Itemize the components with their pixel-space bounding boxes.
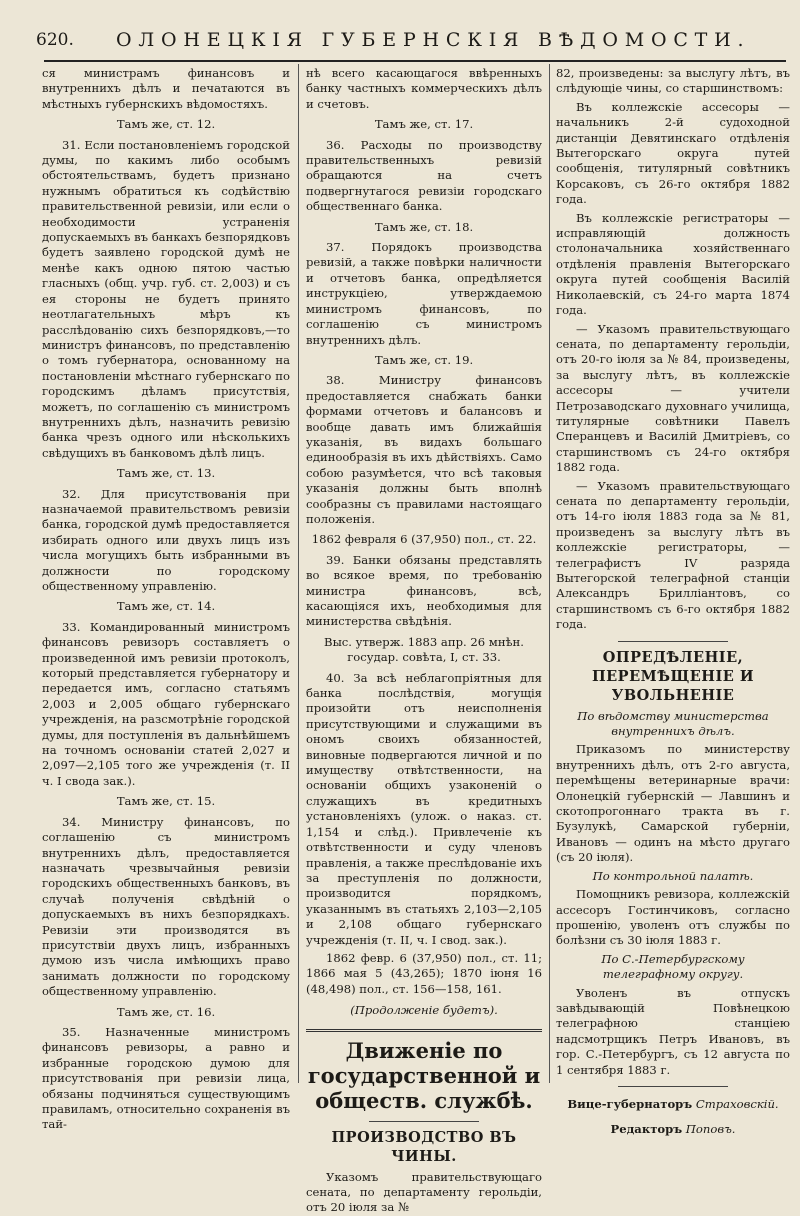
section-title: ОПРЕДѢЛЕНІЕ, ПЕРЕМѢЩЕНІЕ И УВОЛЬНЕНІЕ — [591, 648, 755, 704]
paragraph: Въ коллежскіе регистраторы — исправляющій должность столоначальника хозяйственнаго отдѣленія правленія Вытегорскаго округа путей сообщенія Василій Николаевскій, съ 24-го марта 1874 года. — [556, 210, 790, 318]
article-39: 39. Банки обязаны представлять во всякое время, по требованію министра финансовъ, всѣ, касающіяся ихъ, необходимыя для министерства свѣдѣнія. — [306, 552, 542, 629]
paragraph: 82, произведены: за выслугу лѣтъ, въ слѣдующіе чины, со старшинствомъ: — [556, 66, 790, 96]
article-37: 37. Порядокъ производства ревизій, а также повѣрки наличности и отчетовъ банка, опредѣляется инструкціею, утверждаемою министромъ финансовъ, по соглашенію съ министромъ внутреннихъ дѣлъ. — [306, 240, 542, 347]
reference-line: Тамъ же, ст. 18. — [374, 219, 474, 234]
paragraph: ся министрамъ финансовъ и внутреннихъ дѣлъ и печатаются въ мѣстныхъ губернскихъ вѣдомостяхъ. — [42, 66, 290, 111]
page-header — [36, 20, 788, 60]
reference-line: 1862 февраля 6 (37,950) пол., ст. 22. — [311, 532, 537, 547]
header-rule — [44, 60, 786, 62]
paragraph: Помощникъ ревизора, коллежскій ассесоръ Гостинчиковъ, согласно прошенію, уволенъ отъ службы по болѣзни съ 30 іюля 1883 г. — [556, 887, 790, 948]
subsection-title: По вѣдомству министерства внутреннихъ дѣлъ. — [577, 708, 769, 739]
column-left — [42, 66, 290, 1132]
article-33: 33. Командированный министромъ финансовъ ревизоръ составляетъ о произведенной имъ ревизіи протоколъ, который представляется губернатору и передается имъ, согласно статьямъ 2,003 и 2,005 общаго губернскаго учрежденія, на разсмотрѣніе городской думы, для поступленія въ дальнѣйшемъ на точномъ основаніи статей 2,027 и 2,097—2,105 того же учрежденія (т. II ч. I свода зак.). — [42, 619, 290, 788]
reference-line: 1862 февр. 6 (37,950) пол., ст. 11; 1866 мая 5 (43,265); 1870 іюня 16 (48,498) пол., ст. 156—158, 161. — [306, 950, 542, 996]
reference-line: Тамъ же, ст. 13. — [116, 466, 216, 481]
paragraph: Въ коллежскіе ассесоры — начальникъ 2-й судоходной дистанціи Девятинскаго отдѣленія Вытегорскаго округа путей сообщенія, титулярный совѣтникъ Корсаковъ, съ 26-го октября 1882 года. — [556, 99, 790, 207]
column-divider — [298, 64, 299, 1083]
section-rule — [306, 1029, 542, 1032]
paragraph: — Указомъ правительствующаго сената, по департаменту герольдіи, отъ 20-го іюля за № 84, произведены, за выслугу лѣтъ, въ коллежскіе ассесоры — учители Петрозаводскаго духовнаго училища, титулярные совѣтники Павелъ Сперанцевъ и Василій Дмитріевъ, со старшинствомъ съ 24-го октября 1882 года. — [556, 321, 790, 475]
page-number: 620. — [36, 30, 74, 50]
signature-name: Страховскій. — [695, 1096, 779, 1111]
reference-line: Выс. утверж. 1883 апр. 26 мнѣн. государ. совѣта, I, ст. 33. — [324, 634, 524, 665]
article-36: 36. Расходы по производству правительственныхъ ревизій обращаются на счетъ подвергнутагося ревизіи городскаго общественнаго банка. — [306, 137, 542, 214]
newspaper-title: ОЛОНЕЦКІЯ ГУБЕРНСКІЯ ВѢДОМОСТИ. — [116, 29, 751, 51]
divider — [618, 641, 728, 642]
article-38: 38. Министру финансовъ предоставляется снабжать банки формами отчетовъ и балансовъ и вообще давать имъ ближайшія указанія, въ видахъ большаго единообразія въ ихъ дѣйствіяхъ. Само собою разумѣется, что всѣ таковыя указанія должны быть вполнѣ сообразны съ правилами настоящаго положенія. — [306, 373, 542, 526]
continuation-note: (Продолженіе будетъ). — [350, 1003, 498, 1018]
subsection-title: По С.-Петербургскому телеграфному округу. — [601, 951, 745, 982]
signature-label: Редакторъ — [610, 1122, 683, 1137]
paragraph: Приказомъ по министерству внутреннихъ дѣлъ, отъ 2-го августа, перемѣщены ветеринарные врачи: Олонецкій губернскій — Лавшинъ и скотопрогоннаго тракта въ г. Бузулукѣ, Самарской губерніи, Ивановъ — одинъ на мѣсто другаго (съ 20 іюля). — [556, 742, 790, 865]
paragraph: Указомъ правительствующаго сената, по департаменту герольдіи, отъ 20 іюля за № — [306, 1169, 542, 1215]
divider — [369, 1121, 479, 1122]
column-middle — [306, 66, 542, 1215]
signature-name: Поповъ. — [685, 1122, 736, 1137]
subsection-title: По контрольной палатѣ. — [592, 868, 754, 883]
paragraph: нѣ всего касающагося ввѣренныхъ банку частныхъ коммерческихъ дѣлъ и счетовъ. — [306, 66, 542, 111]
article-32: 32. Для присутствованія при назначаемой правительствомъ ревизіи банка, городской думѣ предоставляется избирать одного или двухъ лицъ изъ числа могущихъ быть избранными въ должности по городскому общественному управленію. — [42, 486, 290, 593]
signature-label: Вице-губернаторъ — [567, 1096, 693, 1111]
article-31: 31. Если постановленіемъ городской думы, по какимъ либо особымъ обстоятельствамъ, будетъ признано нужнымъ обратиться къ содѣйствію правительственной ревизіи, или если о необходимости устраненія допускаемыхъ въ банкахъ безпорядковъ будетъ заявлено городской думѣ не менѣе какъ одною пятою частью гласныхъ (общ. учр. губ. ст. 2,003) и съ ея стороны не будетъ принято неотлагательныхъ мѣръ къ расслѣдованію сихъ безпорядковъ,—то министръ финансовъ, по представленію о томъ губернатора, основанному на постановленіи мѣстнаго губернскаго по городскимъ дѣламъ присутствія, можетъ, по соглашенію съ министромъ внутреннихъ дѣлъ, назначить ревизію банка чрезъ одного или нѣсколькихъ свѣдущихъ въ банковомъ дѣлѣ лицъ. — [42, 137, 290, 460]
reference-line: Тамъ же, ст. 17. — [374, 117, 474, 132]
divider — [618, 1086, 728, 1087]
section-title: Движеніе по государственной и обществ. службѣ. — [307, 1037, 541, 1113]
signature-editor — [556, 1122, 790, 1137]
article-35: 35. Назначенные министромъ финансовъ ревизоры, а равно и избранные городскою думою для присутствованія при ревизіи лица, обязаны подчиняться существующимъ правиламъ, относительно сохраненія въ тай- — [42, 1024, 290, 1132]
paragraph: Уволенъ въ отпускъ завѣдывающій Повѣнецкою телеграфною станціею надсмотрщикъ Петръ Ивановъ, въ гор. С.-Петербургъ, съ 12 августа по 1 сентября 1883 г. — [556, 985, 790, 1077]
column-right — [556, 66, 790, 1137]
reference-line: Тамъ же, ст. 15. — [116, 794, 216, 809]
reference-line: Тамъ же, ст. 19. — [374, 352, 474, 367]
article-34: 34. Министру финансовъ, по соглашенію съ министромъ внутреннихъ дѣлъ, предоставляется назначать чрезвычайныя ревизіи городскихъ общественныхъ банковъ, въ случаѣ полученія свѣдѣній о допускаемыхъ въ нихъ безпорядкахъ. Ревизіи эти производятся въ присутствіи двухъ лицъ, избранныхъ думою изъ числа имѣющихъ право занимать должности по городскому общественному управленію. — [42, 814, 290, 999]
subsection-title: ПРОИЗВОДСТВО ВЪ ЧИНЫ. — [331, 1128, 517, 1165]
signature-vice-governor — [556, 1097, 790, 1112]
reference-line: Тамъ же, ст. 16. — [116, 1004, 216, 1019]
article-40: 40. За всѣ неблагопріятныя для банка послѣдствія, могущія произойти отъ неисполненія присутствующими и служащими въ ономъ своихъ обязанностей, виновные подвергаются личной и по имуществу отвѣтственности, на основаніи общихъ узаконеній о служащихъ въ кредитныхъ установленіяхъ (улож. о наказ. ст. 1,154 и слѣд.). Привлеченіе къ отвѣтственности и суду членовъ правленія, а также преслѣдованіе ихъ за преступленія по должности, производится порядкомъ, указаннымъ въ статьяхъ 2,103—2,105 и 2,108 общаго губернскаго учрежденія (т. II, ч. I свод. зак.). — [306, 670, 542, 947]
reference-line: Тамъ же, ст. 12. — [116, 117, 216, 132]
paragraph: — Указомъ правительствующаго сената по департаменту герольдіи, отъ 14-го іюля 1883 года за № 81, произведенъ за выслугу лѣтъ въ коллежскіе регистраторы, — телеграфистъ IV разряда Вытегорской телеграфной станціи Александръ Брилліантовъ, со старшинствомъ съ 6-го октября 1882 года. — [556, 478, 790, 632]
reference-line: Тамъ же, ст. 14. — [116, 599, 216, 614]
column-divider — [549, 64, 550, 1083]
